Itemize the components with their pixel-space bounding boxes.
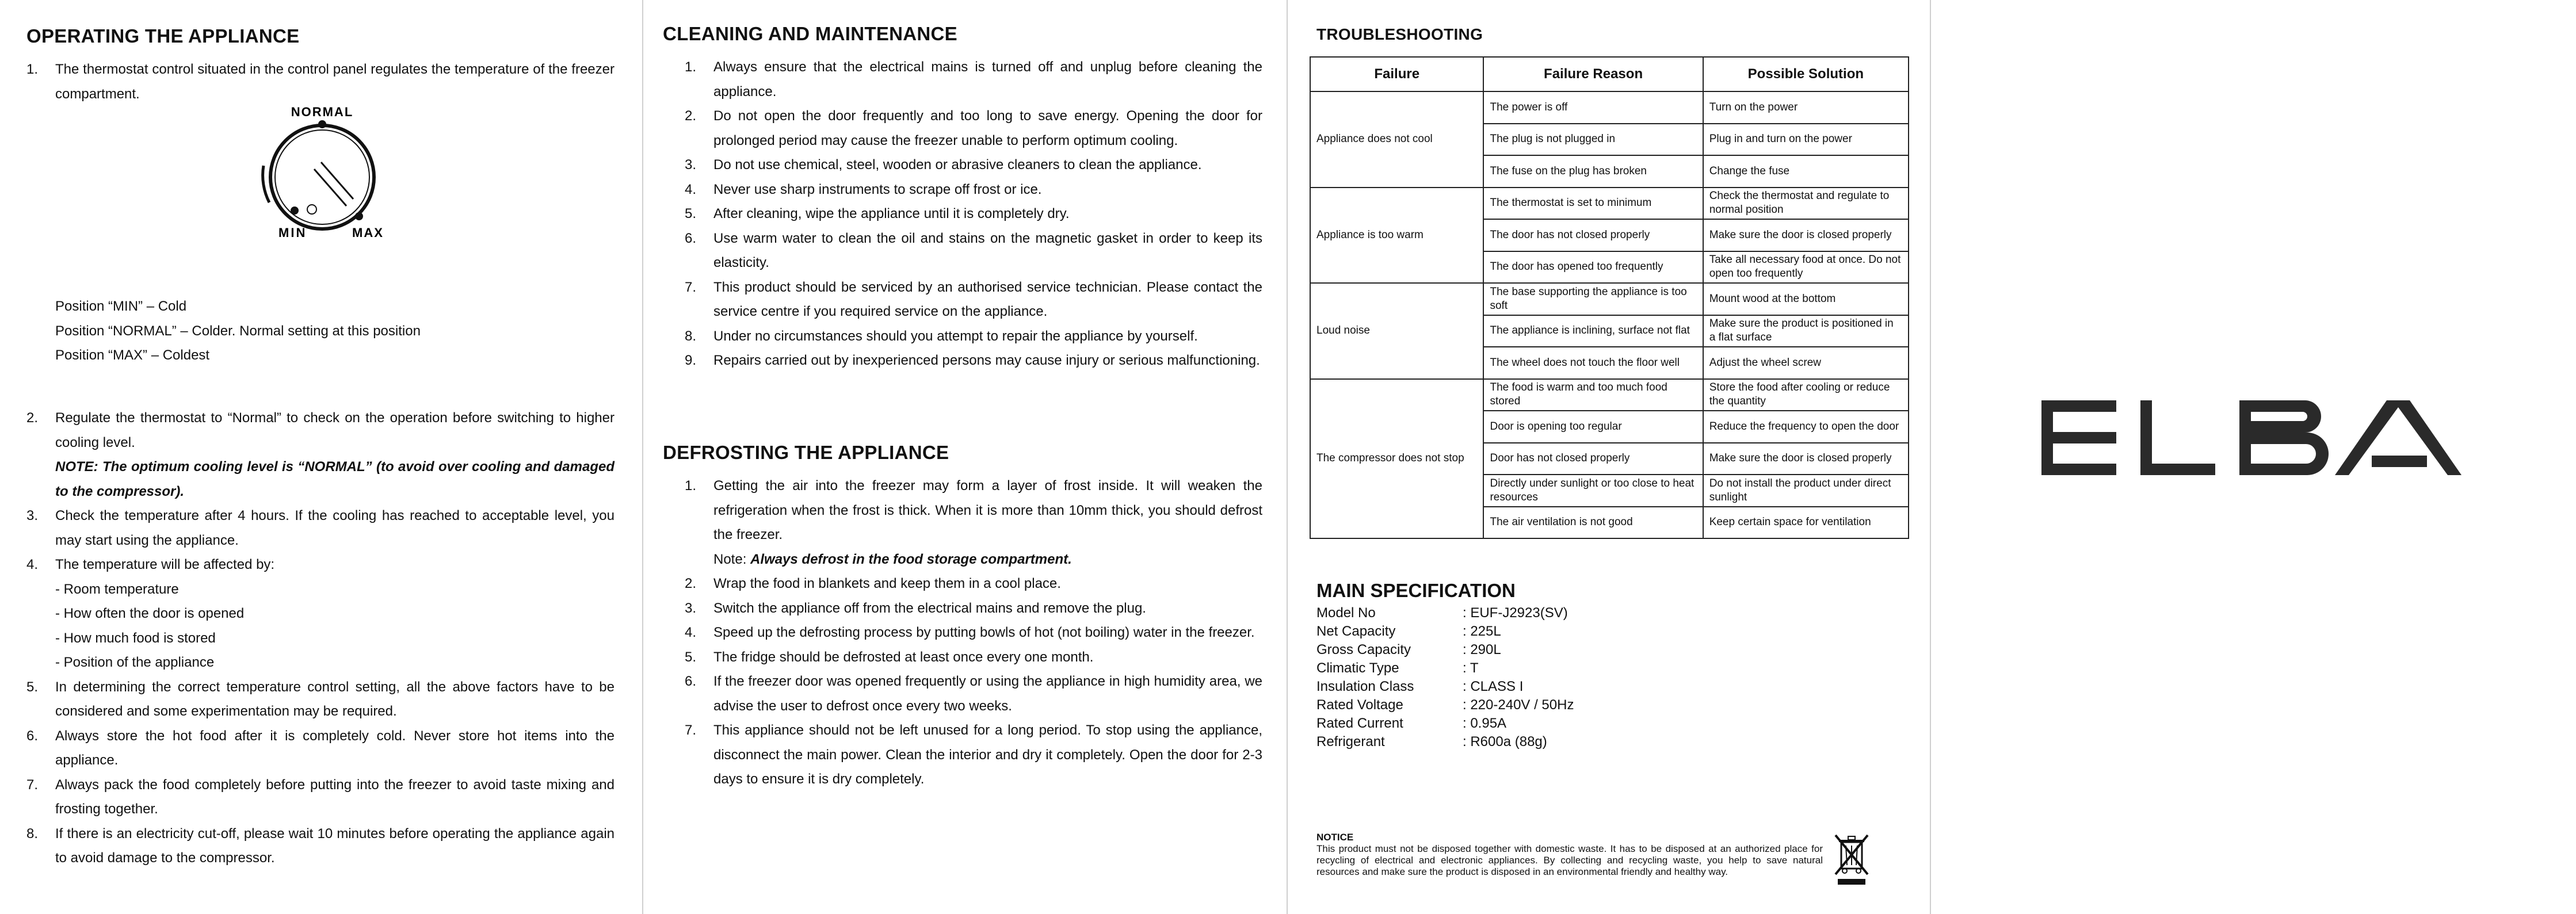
solution-cell: Take all necessary food at once. Do not open too frequently bbox=[1703, 251, 1909, 284]
operating-list-bottom bbox=[26, 406, 615, 871]
defrost-item-5: 5. The fridge should be defrosted at least once every one month. bbox=[685, 649, 1094, 665]
spec-value: : T bbox=[1463, 660, 1479, 676]
failure-cell: Loud noise bbox=[1310, 283, 1483, 379]
cleaning-item-1: 1. Always ensure that the electrical mains is turned off and unplug before cleaning the appliance. bbox=[685, 59, 1262, 100]
spec-key: Climatic Type bbox=[1316, 660, 1399, 676]
spec-value: : R600a (88g) bbox=[1463, 734, 1547, 749]
operating-item-2: 2. Regulate the thermostat to “Normal” to check on the operation before switching to higher cooling level. bbox=[26, 410, 615, 450]
spec-value: : EUF-J2923(SV) bbox=[1463, 605, 1568, 621]
dial-max-label: MAX bbox=[352, 225, 384, 240]
spec-key: Gross Capacity bbox=[1316, 642, 1411, 657]
operating-item-8: 8. If there is an electricity cut-off, please wait 10 minutes before operating the appliance again to avoid damage to the compressor. bbox=[26, 825, 615, 866]
defrosting-list bbox=[685, 474, 1262, 792]
solution-cell: Change the fuse bbox=[1703, 155, 1909, 188]
header-failure: Failure bbox=[1310, 57, 1483, 91]
defrost-item-3: 3. Switch the appliance off from the electrical mains and remove the plug. bbox=[685, 600, 1146, 616]
factor-position: - Position of the appliance bbox=[55, 655, 215, 670]
reason-cell: The thermostat is set to minimum bbox=[1483, 188, 1703, 220]
spec-row bbox=[1316, 696, 1574, 714]
reason-cell: The power is off bbox=[1483, 91, 1703, 124]
solution-cell: Do not install the product under direct sunlight bbox=[1703, 475, 1909, 507]
defrost-item-7: 7. This appliance should not be left unused for a long period. To stop using the appliance, disconnect the main power. Clean the interior and dry it completely. Open the door for 2-3 days to ensure it is dry completely. bbox=[685, 722, 1262, 787]
solution-cell: Plug in and turn on the power bbox=[1703, 124, 1909, 156]
cleaning-item-6: 6. Use warm water to clean the oil and stains on the magnetic gasket in order to keep its elasticity. bbox=[685, 230, 1262, 270]
solution-cell: Adjust the wheel screw bbox=[1703, 347, 1909, 379]
solution-cell: Reduce the frequency to open the door bbox=[1703, 411, 1909, 443]
spec-value: : 220-240V / 50Hz bbox=[1463, 697, 1574, 713]
notice-title: NOTICE bbox=[1316, 832, 1354, 843]
spec-value: : 0.95A bbox=[1463, 716, 1507, 731]
spec-row bbox=[1316, 641, 1574, 659]
failure-cell: Appliance is too warm bbox=[1310, 188, 1483, 284]
cleaning-item-9: 9. Repairs carried out by inexperienced persons may cause injury or serious malfunctioning. bbox=[685, 353, 1260, 368]
spec-key: Model No bbox=[1316, 605, 1376, 621]
factor-door-opened: - How often the door is opened bbox=[55, 606, 245, 621]
cleaning-defrosting-panel bbox=[643, 0, 1287, 914]
solution-cell: Keep certain space for ventilation bbox=[1703, 507, 1909, 539]
defrost-note: Note: Always defrost in the food storage compartment. bbox=[713, 551, 1072, 567]
operating-list-top bbox=[26, 58, 615, 106]
table-row bbox=[1310, 283, 1909, 315]
operating-title: OPERATING THE APPLIANCE bbox=[26, 25, 300, 47]
cleaning-item-4: 4. Never use sharp instruments to scrape off frost or ice. bbox=[685, 181, 1042, 197]
cleaning-list bbox=[685, 55, 1262, 373]
cleaning-title: CLEANING AND MAINTENANCE bbox=[663, 23, 957, 44]
dial-normal-label: NORMAL bbox=[291, 105, 354, 119]
spec-row bbox=[1316, 622, 1574, 641]
cleaning-item-8: 8. Under no circumstances should you attempt to repair the appliance by yourself. bbox=[685, 328, 1198, 344]
spec-value: : 225L bbox=[1463, 624, 1501, 639]
defrost-item-6: 6. If the freezer door was opened frequently or using the appliance in high humidity area, we advise the user to defrost once every two weeks. bbox=[685, 674, 1262, 714]
spec-row bbox=[1316, 604, 1574, 622]
reason-cell: Directly under sunlight or too close to heat resources bbox=[1483, 475, 1703, 507]
reason-cell: The base supporting the appliance is too soft bbox=[1483, 283, 1703, 315]
spec-value: : CLASS I bbox=[1463, 679, 1524, 694]
spec-row bbox=[1316, 678, 1574, 696]
position-max: Position “MAX” – Coldest bbox=[55, 347, 210, 363]
factor-food-stored: - How much food is stored bbox=[55, 630, 216, 646]
header-possible-solution: Possible Solution bbox=[1703, 57, 1909, 91]
spec-row bbox=[1316, 659, 1574, 678]
operating-item-5: 5. In determining the correct temperature control setting, all the above factors have to be considered and some experimentation may be required. bbox=[26, 679, 615, 719]
spec-key: Net Capacity bbox=[1316, 624, 1396, 639]
defrost-item-2: 2. Wrap the food in blankets and keep them in a cool place. bbox=[685, 576, 1061, 591]
reason-cell: The plug is not plugged in bbox=[1483, 124, 1703, 156]
spec-value: : 290L bbox=[1463, 642, 1501, 657]
failure-cell: The compressor does not stop bbox=[1310, 379, 1483, 539]
failure-cell: Appliance does not cool bbox=[1310, 91, 1483, 188]
cleaning-item-3: 3. Do not use chemical, steel, wooden or abrasive cleaners to clean the appliance. bbox=[685, 157, 1202, 173]
reason-cell: The door has opened too frequently bbox=[1483, 251, 1703, 284]
position-normal: Position “NORMAL” – Colder. Normal setting at this position bbox=[55, 323, 421, 339]
defrost-item-4: 4. Speed up the defrosting process by putting bowls of hot (not boiling) water in the freezer. bbox=[685, 625, 1255, 640]
operating-panel bbox=[0, 0, 642, 914]
troubleshooting-table bbox=[1310, 56, 1909, 539]
troubleshooting-title: TROUBLESHOOTING bbox=[1316, 25, 1483, 43]
operating-item-1: 1. The thermostat control situated in the control panel regulates the temperature of the freezer compartment. bbox=[26, 62, 615, 102]
notice-block bbox=[1316, 832, 1823, 878]
spec-list bbox=[1316, 604, 1574, 751]
table-row bbox=[1310, 379, 1909, 411]
defrosting-title: DEFROSTING THE APPLIANCE bbox=[663, 442, 949, 463]
operating-item-4: 4. The temperature will be affected by: bbox=[26, 557, 275, 572]
notice-text: This product must not be disposed together with domestic waste. It has to be disposed at an authorized place for recycling of electrical and electronic appliances. By collecting and recycling waste, you help to save natural resources and make sure the product is disposed in an environmental friendly and healthy way. bbox=[1316, 843, 1823, 877]
spec-key: Rated Current bbox=[1316, 716, 1403, 731]
reason-cell: The air ventilation is not good bbox=[1483, 507, 1703, 539]
spec-row bbox=[1316, 714, 1574, 733]
table-row bbox=[1310, 188, 1909, 220]
solution-cell: Check the thermostat and regulate to normal position bbox=[1703, 188, 1909, 220]
solution-cell: Make sure the door is closed properly bbox=[1703, 443, 1909, 475]
thermostat-dial-icon bbox=[253, 104, 391, 242]
reason-cell: The wheel does not touch the floor well bbox=[1483, 347, 1703, 379]
reason-cell: The food is warm and too much food stored bbox=[1483, 379, 1703, 411]
defrost-item-1: 1. Getting the air into the freezer may form a layer of frost inside. It will weaken the refrigeration when the frost is thick. When it is more than 10mm thick, you should defrost the freezer. bbox=[685, 478, 1262, 542]
reason-cell: The appliance is inclining, surface not flat bbox=[1483, 315, 1703, 347]
operating-item-6: 6. Always store the hot food after it is completely cold. Never store hot items into the appliance. bbox=[26, 728, 615, 768]
dial-min-label: MIN bbox=[278, 225, 307, 240]
elba-logo bbox=[2041, 400, 2461, 475]
reason-cell: Door has not closed properly bbox=[1483, 443, 1703, 475]
table-row bbox=[1310, 91, 1909, 124]
cleaning-item-7: 7. This product should be serviced by an authorised service technician. Please contact the service centre if you required service on the appliance. bbox=[685, 279, 1262, 319]
spec-title: MAIN SPECIFICATION bbox=[1316, 580, 1516, 601]
solution-cell: Make sure the product is positioned in a flat surface bbox=[1703, 315, 1909, 347]
cleaning-item-5: 5. After cleaning, wipe the appliance until it is completely dry. bbox=[685, 206, 1070, 221]
spec-row bbox=[1316, 733, 1574, 751]
reason-cell: Door is opening too regular bbox=[1483, 411, 1703, 443]
reason-cell: The door has not closed properly bbox=[1483, 219, 1703, 251]
solution-cell: Mount wood at the bottom bbox=[1703, 283, 1909, 315]
spec-key: Refrigerant bbox=[1316, 734, 1385, 749]
solution-cell: Make sure the door is closed properly bbox=[1703, 219, 1909, 251]
factor-room-temperature: - Room temperature bbox=[55, 581, 179, 597]
header-failure-reason: Failure Reason bbox=[1483, 57, 1703, 91]
solution-cell: Store the food after cooling or reduce the quantity bbox=[1703, 379, 1909, 411]
cleaning-item-2: 2. Do not open the door frequently and too long to save energy. Opening the door for prolonged period may cause the freezer unable to perform optimum cooling. bbox=[685, 108, 1262, 148]
solution-cell: Turn on the power bbox=[1703, 91, 1909, 124]
position-min: Position “MIN” – Cold bbox=[55, 299, 187, 314]
operating-item-7: 7. Always pack the food completely before putting into the freezer to avoid taste mixing and frosting together. bbox=[26, 777, 615, 817]
operating-item-3: 3. Check the temperature after 4 hours. If the cooling has reached to acceptable level, you may start using the appliance. bbox=[26, 508, 615, 548]
reason-cell: The fuse on the plug has broken bbox=[1483, 155, 1703, 188]
operating-note: NOTE: The optimum cooling level is “NORMAL” (to avoid over cooling and damaged to the compressor). bbox=[55, 459, 615, 499]
spec-key: Insulation Class bbox=[1316, 679, 1414, 694]
spec-key: Rated Voltage bbox=[1316, 697, 1403, 713]
crossed-bin-icon bbox=[1833, 833, 1870, 886]
table-header-row bbox=[1310, 57, 1909, 91]
